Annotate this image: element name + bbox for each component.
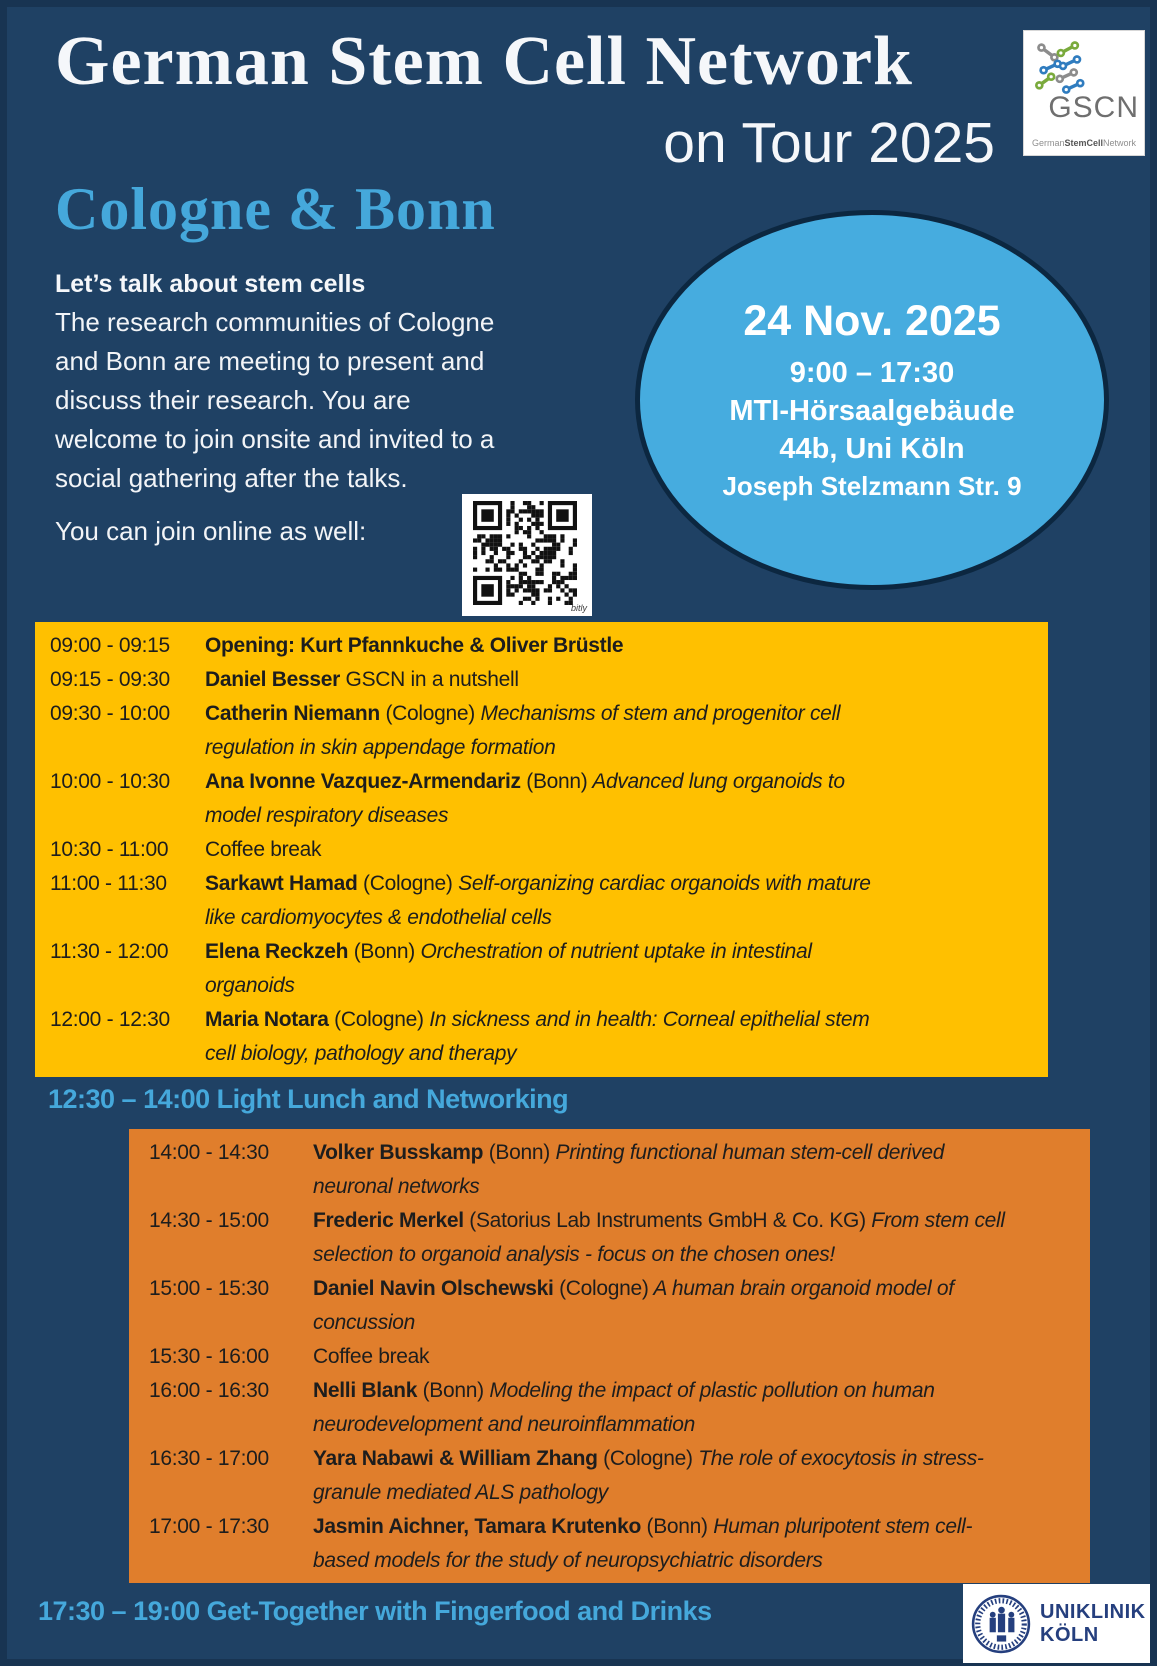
session-time: 14:00 - 14:30: [149, 1141, 269, 1164]
intro-text-line: social gathering after the talks.: [55, 463, 408, 493]
lunch-break-text: 12:30 – 14:00 Light Lunch and Networking: [48, 1084, 569, 1114]
session-entry: Daniel Navin Olschewski (Cologne) A human brain organoid model of concussion: [313, 1277, 954, 1334]
gscn-abbr: GSCN: [1048, 91, 1139, 124]
schedule-row: [50, 663, 1033, 697]
session-time: 15:00 - 15:30: [149, 1277, 269, 1300]
uniklinik-line2: KÖLN: [1040, 1623, 1099, 1646]
session-time: 15:30 - 16:00: [149, 1345, 269, 1368]
qr-pattern-icon: [473, 501, 577, 605]
gscn-wordmark-prefix: German: [1031, 138, 1065, 148]
session-entry: Maria Notara (Cologne) In sickness and in health: Corneal epithelial stem cell biology, pathology and therapy: [205, 1008, 870, 1065]
get-together-text: 17:30 – 19:00 Get-Together with Fingerfood and Drinks: [38, 1596, 712, 1626]
city-heading: Cologne & Bonn: [55, 176, 496, 242]
schedule-row: [50, 765, 1033, 833]
session-entry: Nelli Blank (Bonn) Modeling the impact of plastic pollution on human neurodevelopment and neuroinflammation: [313, 1379, 935, 1436]
session-time: 14:30 - 15:00: [149, 1209, 269, 1232]
afternoon-schedule: [129, 1129, 1090, 1583]
schedule-row: [50, 1003, 1033, 1071]
schedule-row: [149, 1340, 1090, 1374]
schedule-row: [50, 935, 1033, 1003]
session-time: 09:15 - 09:30: [50, 668, 170, 691]
session-time: 11:00 - 11:30: [50, 872, 167, 895]
uniklinik-seal-icon: [970, 1593, 1032, 1655]
schedule-row: [50, 697, 1033, 765]
schedule-row: [50, 867, 1033, 935]
qr-brand-label: bitly: [570, 603, 587, 613]
schedule-row: [149, 1272, 1090, 1340]
gscn-wordmark: [1024, 138, 1144, 148]
event-badge: [635, 210, 1109, 590]
event-venue-campus: 44b, Uni Köln: [779, 432, 965, 465]
session-entry: Ana Ivonne Vazquez-Armendariz (Bonn) Advanced lung organoids to model respiratory diseases: [205, 770, 845, 827]
session-entry: Yara Nabawi & William Zhang (Cologne) The role of exocytosis in stress-granule mediated ALS pathology: [313, 1447, 984, 1504]
intro-heading: Let’s talk about stem cells: [55, 270, 366, 298]
schedule-row: [149, 1374, 1090, 1442]
event-venue-building: MTI-Hörsaalgebäude: [729, 394, 1015, 427]
qr-code: [462, 494, 592, 616]
event-venue-street: Joseph Stelzmann Str. 9: [722, 470, 1022, 501]
schedule-row: [149, 1442, 1090, 1510]
session-entry: Daniel Besser GSCN in a nutshell: [205, 668, 519, 691]
schedule-row: [50, 629, 1033, 663]
uniklinik-logo: [963, 1584, 1150, 1663]
session-time: 12:00 - 12:30: [50, 1008, 170, 1031]
session-time: 10:00 - 10:30: [50, 770, 170, 793]
event-date: 24 Nov. 2025: [743, 296, 1001, 345]
session-entry: Jasmin Aichner, Tamara Krutenko (Bonn) Human pluripotent stem cell-based models for the study of neuropsychiatric disorders: [313, 1515, 973, 1572]
schedule-row: [149, 1204, 1090, 1272]
gscn-logo: [1023, 30, 1145, 156]
session-time: 09:00 - 09:15: [50, 634, 170, 657]
poster-subtitle: on Tour 2025: [663, 111, 995, 175]
event-time: 9:00 – 17:30: [789, 356, 955, 389]
session-entry: Elena Reckzeh (Bonn) Orchestration of nutrient uptake in intestinal organoids: [205, 940, 812, 997]
session-entry: Catherin Niemann (Cologne) Mechanisms of stem and progenitor cell regulation in skin appendage formation: [205, 702, 841, 759]
morning-schedule: [35, 622, 1048, 1077]
gscn-network-icon: [1030, 39, 1096, 95]
intro-text: [55, 303, 494, 498]
session-entry: Coffee break: [313, 1345, 430, 1368]
join-online-text: You can join online as well:: [55, 516, 367, 546]
session-entry: Opening: Kurt Pfannkuche & Oliver Brüstle: [205, 634, 624, 657]
uniklinik-wordmark: [1040, 1601, 1146, 1647]
poster-title: German Stem Cell Network: [55, 23, 913, 100]
uniklinik-line1: UNIKLINIK: [1040, 1600, 1146, 1623]
intro-text-line: and Bonn are meeting to present and: [55, 346, 485, 376]
intro-text-line: welcome to join onsite and invited to a: [55, 424, 495, 454]
session-time: 11:30 - 12:00: [50, 940, 169, 963]
session-time: 16:30 - 17:00: [149, 1447, 269, 1470]
session-entry: Volker Busskamp (Bonn) Printing functional human stem-cell derived neuronal networks: [313, 1141, 945, 1198]
schedule-row: [50, 833, 1033, 867]
gscn-wordmark-suffix: Network: [1103, 138, 1137, 148]
session-time: 17:00 - 17:30: [149, 1515, 269, 1538]
schedule-row: [149, 1510, 1090, 1578]
session-entry: Sarkawt Hamad (Cologne) Self-organizing cardiac organoids with mature like cardiomyocytes & endothelial cells: [205, 872, 871, 929]
gscn-wordmark-bold: StemCell: [1064, 138, 1103, 148]
session-time: 10:30 - 11:00: [50, 838, 169, 861]
session-time: 16:00 - 16:30: [149, 1379, 269, 1402]
schedule-row: [149, 1136, 1090, 1204]
session-time: 09:30 - 10:00: [50, 702, 170, 725]
intro-text-line: discuss their research. You are: [55, 385, 411, 415]
intro-text-line: The research communities of Cologne: [55, 307, 495, 337]
session-entry: Frederic Merkel (Satorius Lab Instruments GmbH & Co. KG) From stem cell selection to organoid analysis - focus on the chosen ones!: [313, 1209, 1005, 1266]
session-entry: Coffee break: [205, 838, 322, 861]
